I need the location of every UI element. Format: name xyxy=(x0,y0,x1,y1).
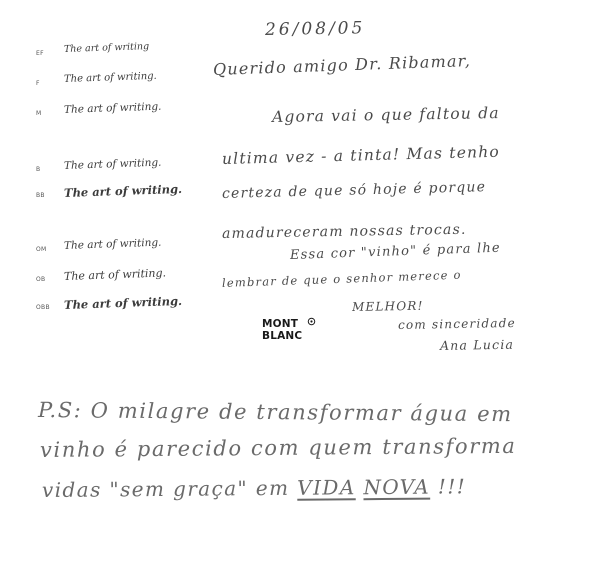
letter-line: Essa cor "vinho" é para lhe xyxy=(289,240,502,263)
postscript-emphasis: VIDA xyxy=(297,475,356,500)
nib-sample-text: The art of writing. xyxy=(63,100,162,116)
nib-sample-b xyxy=(0,156,200,182)
letter-line: amadureceram nossas trocas. xyxy=(221,221,467,242)
letter-line: ultima vez - a tinta! Mas tenho xyxy=(221,142,501,168)
postscript-line: vinho é parecido com quem transforma xyxy=(39,433,517,462)
nib-sample-obb xyxy=(0,293,200,320)
letter-line: certeza de que só hoje é porque xyxy=(221,179,487,202)
nib-sample-text: The art of writing. xyxy=(63,70,157,85)
nib-sample-bb xyxy=(0,181,200,208)
letter-greeting: Querido amigo Dr. Ribamar, xyxy=(212,50,472,79)
nib-code: BB xyxy=(36,192,45,199)
nib-samples xyxy=(0,0,200,330)
nib-sample-text: The art of writing xyxy=(63,41,150,55)
logo-line-1: MONT xyxy=(262,318,299,330)
letter-line: lembrar de que o senhor merece o xyxy=(221,267,462,290)
nib-sample-ob xyxy=(0,266,200,292)
nib-code: OB xyxy=(36,276,46,283)
nib-sample-text: The art of writing. xyxy=(63,293,183,312)
postscript-text: !!! xyxy=(437,474,467,499)
letter-signature: Ana Lucia xyxy=(439,336,515,353)
nib-sample-text: The art of writing. xyxy=(63,266,167,283)
nib-sample-f xyxy=(0,70,200,96)
postscript-line: P.S: O milagre de transformar água em xyxy=(37,398,513,427)
letter-line: MELHOR! xyxy=(351,298,424,314)
montblanc-logo xyxy=(262,318,322,348)
postscript-line-3 xyxy=(42,474,466,502)
nib-sample-text: The art of writing. xyxy=(63,236,162,252)
letter-closing: com sinceridade xyxy=(397,315,516,332)
postscript-emphasis: NOVA xyxy=(363,474,431,500)
nib-code: OBB xyxy=(36,304,50,311)
snowcap-star-icon xyxy=(307,317,316,326)
nib-code: EF xyxy=(36,50,44,57)
nib-code: OM xyxy=(36,246,47,253)
nib-sample-text: The art of writing. xyxy=(63,156,162,172)
nib-sample-ef xyxy=(0,41,200,66)
logo-line-2: BLANC xyxy=(262,330,303,342)
nib-code: M xyxy=(36,110,42,117)
nib-code: F xyxy=(36,80,40,87)
nib-sample-m xyxy=(0,100,200,126)
postscript-text: vidas "sem graça" em xyxy=(41,475,290,502)
letter-line: Agora vai o que faltou da xyxy=(271,104,500,126)
letter-date: 26/08/05 xyxy=(264,18,366,40)
nib-sample-om xyxy=(0,236,200,262)
nib-code: B xyxy=(36,166,41,173)
nib-sample-text: The art of writing. xyxy=(63,181,183,200)
